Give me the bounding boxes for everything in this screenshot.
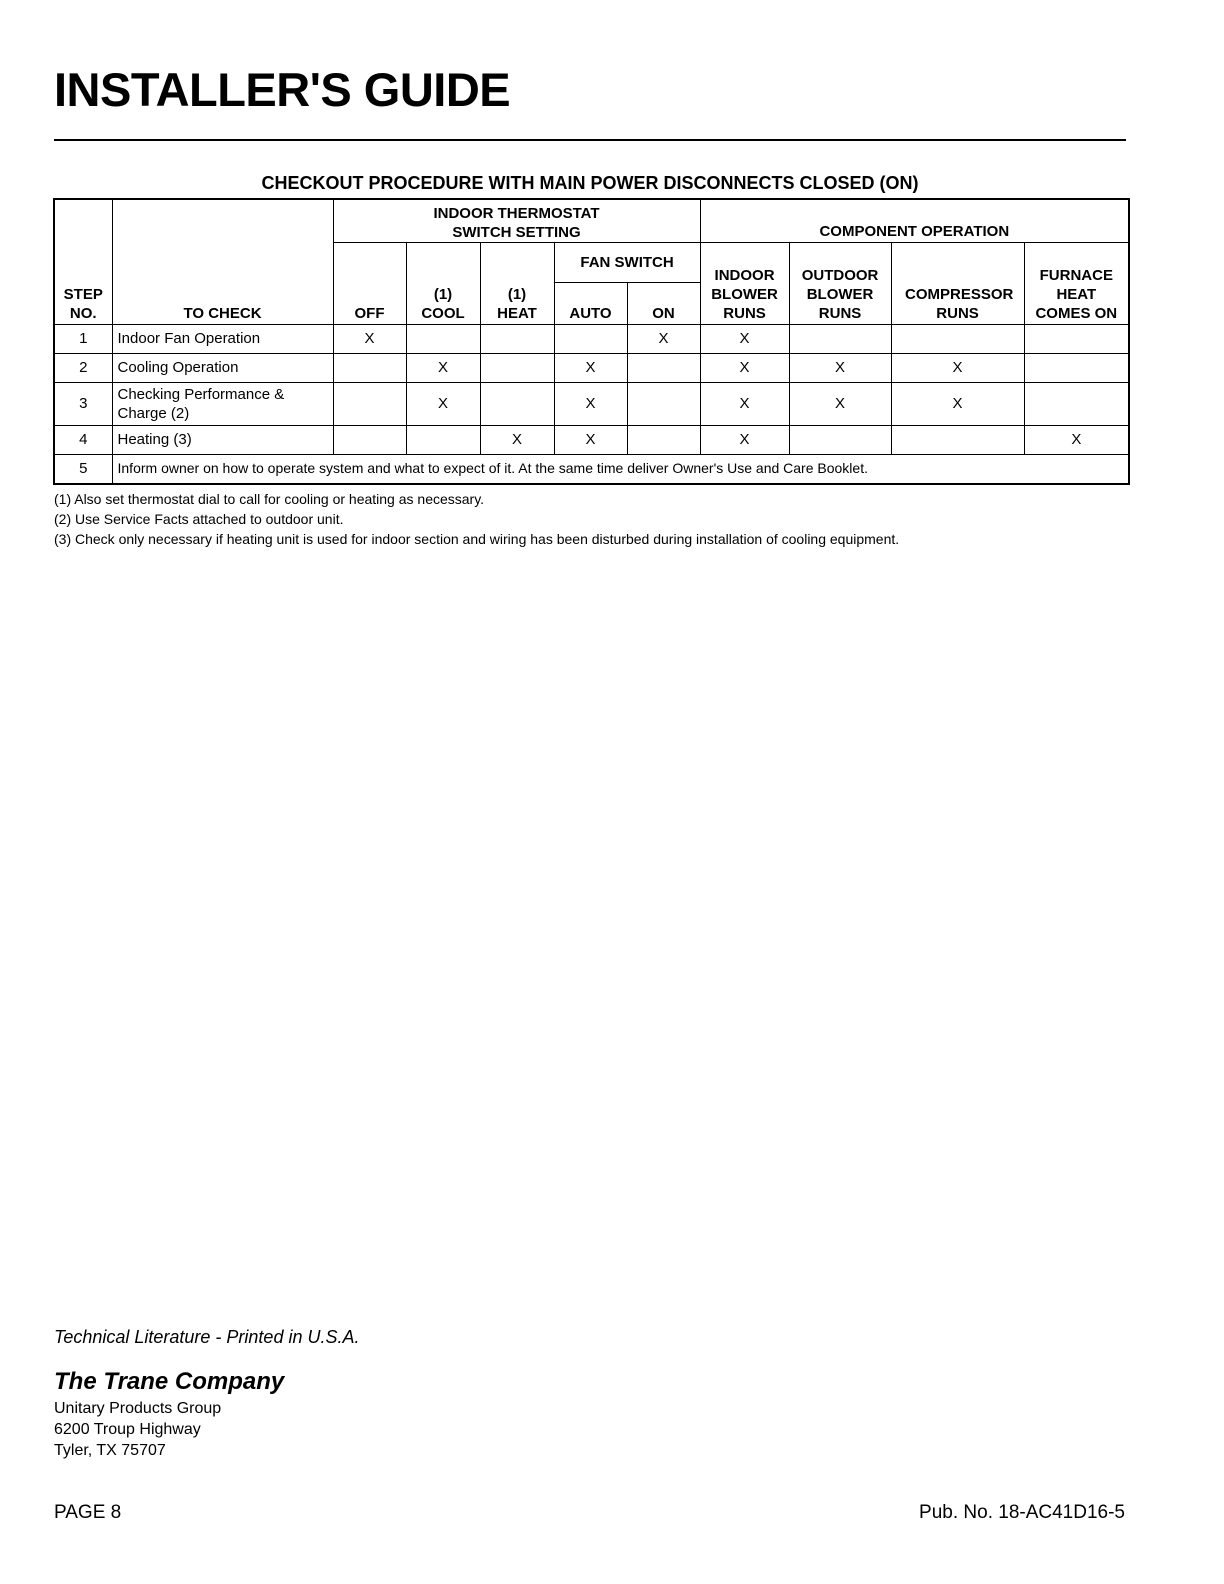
- cell-furnace: [1024, 324, 1129, 353]
- step-number: 2: [54, 353, 112, 382]
- company-name: The Trane Company: [54, 1368, 285, 1395]
- header-cool: [406, 242, 480, 324]
- cell-on: X: [627, 324, 700, 353]
- address-line: 6200 Troup Highway: [54, 1421, 201, 1438]
- table-row: [54, 382, 1129, 425]
- step-number: 4: [54, 425, 112, 454]
- address-line: Tyler, TX 75707: [54, 1442, 166, 1459]
- cell-outdoor-blower: [789, 425, 891, 454]
- header-indoor-blower-label: INDOOR BLOWER RUNS: [711, 266, 778, 322]
- cell-heat: [480, 382, 554, 425]
- cell-indoor-blower: X: [700, 353, 789, 382]
- table-row: [54, 353, 1129, 382]
- header-step: [54, 199, 112, 324]
- cell-compressor: [891, 324, 1024, 353]
- step-number: 3: [54, 382, 112, 425]
- cell-off: X: [333, 324, 406, 353]
- header-fan-switch: FAN SWITCH: [554, 242, 700, 282]
- check-item-label: Checking Performance & Charge (2): [117, 385, 285, 422]
- cell-cool: [406, 425, 480, 454]
- cell-auto: X: [554, 353, 627, 382]
- check-item: Indoor Fan Operation: [112, 324, 333, 353]
- footnote: (2) Use Service Facts attached to outdoor unit.: [54, 511, 344, 527]
- table-row: [54, 324, 1129, 353]
- check-item: [112, 382, 333, 425]
- cell-off: [333, 382, 406, 425]
- header-to-check: TO CHECK: [112, 199, 333, 324]
- header-off: OFF: [333, 242, 406, 324]
- header-compressor: [891, 242, 1024, 324]
- cell-heat: X: [480, 425, 554, 454]
- checkout-table: [53, 198, 1130, 485]
- cell-on: [627, 425, 700, 454]
- cell-outdoor-blower: X: [789, 382, 891, 425]
- cell-heat: [480, 353, 554, 382]
- header-group-thermostat-label: INDOOR THERMOSTAT SWITCH SETTING: [433, 204, 600, 241]
- header-furnace: [1024, 242, 1129, 324]
- company-address: [54, 1398, 221, 1461]
- cell-indoor-blower: X: [700, 324, 789, 353]
- check-item: Heating (3): [112, 425, 333, 454]
- header-group-thermostat: [333, 199, 700, 242]
- cell-outdoor-blower: [789, 324, 891, 353]
- header-on: ON: [627, 282, 700, 324]
- header-auto: AUTO: [554, 282, 627, 324]
- cell-auto: X: [554, 382, 627, 425]
- cell-cool: X: [406, 353, 480, 382]
- header-indoor-blower: [700, 242, 789, 324]
- cell-furnace: X: [1024, 425, 1129, 454]
- header-cool-label: (1) COOL: [421, 285, 465, 322]
- cell-cool: [406, 324, 480, 353]
- cell-off: [333, 353, 406, 382]
- header-furnace-label: FURNACE HEAT COMES ON: [1035, 266, 1118, 322]
- header-step-label: STEP NO.: [63, 285, 103, 322]
- cell-furnace: [1024, 382, 1129, 425]
- cell-on: [627, 382, 700, 425]
- header-heat: [480, 242, 554, 324]
- footnotes: [54, 489, 899, 549]
- page-title: INSTALLER'S GUIDE: [54, 63, 511, 116]
- table-title: CHECKOUT PROCEDURE WITH MAIN POWER DISCONNECTS CLOSED (ON): [261, 173, 919, 193]
- cell-heat: [480, 324, 554, 353]
- cell-outdoor-blower: X: [789, 353, 891, 382]
- cell-compressor: X: [891, 382, 1024, 425]
- header-heat-label: (1) HEAT: [497, 285, 537, 322]
- table-row: [54, 425, 1129, 454]
- cell-indoor-blower: X: [700, 382, 789, 425]
- header-group-component: COMPONENT OPERATION: [700, 199, 1129, 242]
- cell-off: [333, 425, 406, 454]
- title-divider: [54, 139, 1126, 141]
- cell-auto: [554, 324, 627, 353]
- cell-furnace: [1024, 353, 1129, 382]
- cell-on: [627, 353, 700, 382]
- cell-compressor: X: [891, 353, 1024, 382]
- table-row: [54, 454, 1129, 484]
- cell-auto: X: [554, 425, 627, 454]
- page-number: PAGE 8: [54, 1502, 122, 1523]
- header-outdoor-blower-label: OUTDOOR BLOWER RUNS: [801, 266, 879, 322]
- footnote: (1) Also set thermostat dial to call for cooling or heating as necessary.: [54, 491, 485, 507]
- cell-indoor-blower: X: [700, 425, 789, 454]
- footnote: (3) Check only necessary if heating unit is used for indoor section and wiring has been disturbed during installation of cooling equipment.: [54, 531, 900, 547]
- publication-number: Pub. No. 18-AC41D16-5: [919, 1502, 1125, 1523]
- cell-compressor: [891, 425, 1024, 454]
- header-outdoor-blower: [789, 242, 891, 324]
- step-number: 1: [54, 324, 112, 353]
- cell-cool: X: [406, 382, 480, 425]
- header-compressor-label: COMPRESSOR RUNS: [905, 285, 1014, 322]
- step-number: 5: [54, 454, 112, 484]
- address-line: Unitary Products Group: [54, 1400, 222, 1417]
- check-item: Cooling Operation: [112, 353, 333, 382]
- literature-note: Technical Literature - Printed in U.S.A.: [54, 1327, 360, 1347]
- final-instruction: Inform owner on how to operate system and what to expect of it. At the same time deliver Owner's Use and Care Booklet.: [112, 454, 1129, 484]
